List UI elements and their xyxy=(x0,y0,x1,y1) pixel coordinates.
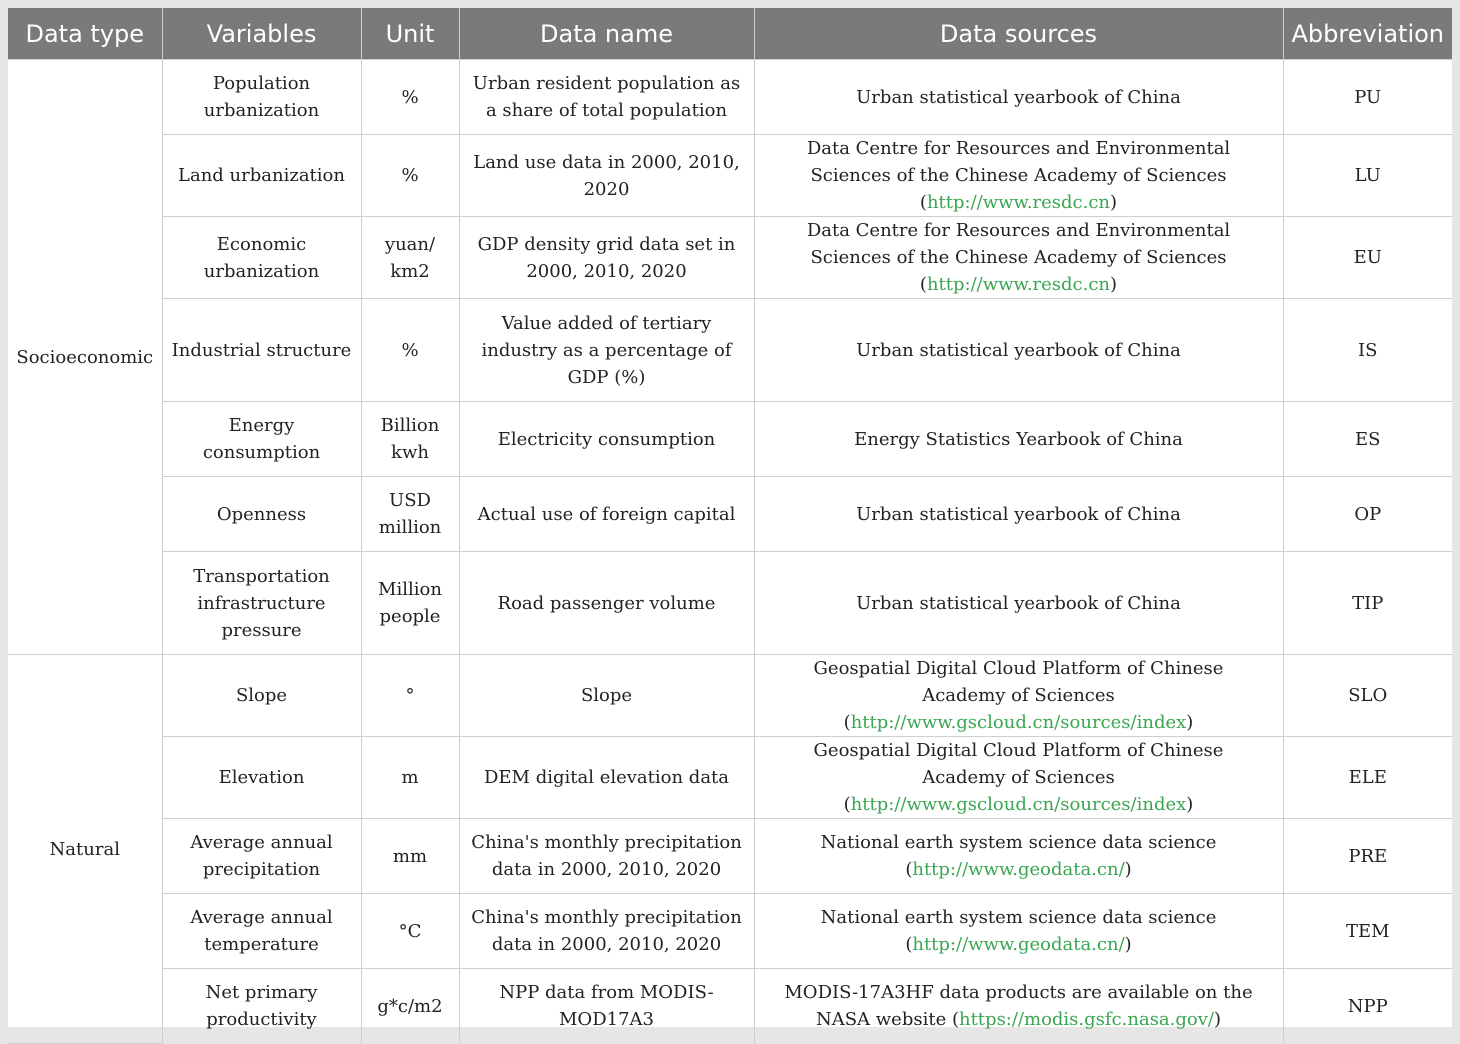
cell-data-name: Actual use of foreign capital xyxy=(459,477,754,552)
cell-abbreviation: OP xyxy=(1283,477,1452,552)
cell-variable: Net primary productivity xyxy=(162,969,361,1044)
table-row xyxy=(8,552,1452,655)
cell-unit: m xyxy=(361,737,459,819)
cell-data-name: Electricity consumption xyxy=(459,402,754,477)
cell-data-name: Road passenger volume xyxy=(459,552,754,655)
cell-source xyxy=(754,969,1283,1044)
cell-unit: ° xyxy=(361,655,459,737)
cell-abbreviation: PU xyxy=(1283,60,1452,135)
cell-abbreviation: ELE xyxy=(1283,737,1452,819)
source-text: Data Centre for Resources and Environmental Sciences of the Chinese Academy of Sciences ( xyxy=(806,138,1231,213)
source-link[interactable]: http://www.resdc.cn xyxy=(926,274,1111,295)
cell-source xyxy=(754,819,1283,894)
header-data-sources: Data sources xyxy=(754,8,1283,60)
source-text: National earth system science data science ( xyxy=(820,907,1217,955)
cell-abbreviation: NPP xyxy=(1283,969,1452,1044)
source-link[interactable]: http://www.gscloud.cn/sources/index xyxy=(850,712,1187,733)
source-text: Geospatial Digital Cloud Platform of Chinese Academy of Sciences ( xyxy=(813,658,1224,733)
cell-abbreviation: TEM xyxy=(1283,894,1452,969)
cell-variable: Land urbanization xyxy=(162,135,361,217)
source-link[interactable]: http://www.resdc.cn xyxy=(926,192,1111,213)
header-unit: Unit xyxy=(361,8,459,60)
header-row xyxy=(8,8,1452,60)
cell-source xyxy=(754,402,1283,477)
source-text-end: ) xyxy=(1110,274,1118,295)
table-row xyxy=(8,402,1452,477)
source-text: Urban statistical yearbook of China xyxy=(856,86,1181,108)
cell-source xyxy=(754,655,1283,737)
cell-data-name: NPP data from MODIS-MOD17A3 xyxy=(459,969,754,1044)
cell-source xyxy=(754,477,1283,552)
cell-abbreviation: SLO xyxy=(1283,655,1452,737)
source-text: National earth system science data science ( xyxy=(820,832,1217,880)
data-table-frame xyxy=(8,8,1452,1031)
table-row xyxy=(8,299,1452,402)
source-text: Energy Statistics Yearbook of China xyxy=(854,428,1183,450)
header-abbreviation: Abbreviation xyxy=(1283,8,1452,60)
source-link[interactable]: http://www.gscloud.cn/sources/index xyxy=(850,794,1187,815)
cell-variable: Economic urbanization xyxy=(162,217,361,299)
cell-abbreviation: LU xyxy=(1283,135,1452,217)
source-link[interactable]: https://modis.gsfc.nasa.gov/ xyxy=(958,1009,1214,1031)
cell-data-name: China's monthly precipitation data in 2000, 2010, 2020 xyxy=(459,819,754,894)
cell-abbreviation: ES xyxy=(1283,402,1452,477)
header-data-name: Data name xyxy=(459,8,754,60)
source-text-end: ) xyxy=(1186,712,1194,733)
group-natural: Natural xyxy=(8,655,162,1044)
cell-abbreviation: IS xyxy=(1283,299,1452,402)
source-text-end: ) xyxy=(1186,794,1194,815)
data-sources-table xyxy=(8,8,1452,1044)
source-text: Data Centre for Resources and Environmental Sciences of the Chinese Academy of Sciences ( xyxy=(806,220,1231,295)
cell-unit: Billion kwh xyxy=(361,402,459,477)
cell-variable: Elevation xyxy=(162,737,361,819)
cell-data-name: DEM digital elevation data xyxy=(459,737,754,819)
cell-unit: % xyxy=(361,60,459,135)
header-variables: Variables xyxy=(162,8,361,60)
cell-variable: Slope xyxy=(162,655,361,737)
source-text: Urban statistical yearbook of China xyxy=(856,503,1181,525)
table-row xyxy=(8,737,1452,819)
cell-source xyxy=(754,737,1283,819)
table-row xyxy=(8,819,1452,894)
cell-variable: Openness xyxy=(162,477,361,552)
cell-unit: Million people xyxy=(361,552,459,655)
cell-data-name: Slope xyxy=(459,655,754,737)
cell-data-name: GDP density grid data set in 2000, 2010, 2020 xyxy=(459,217,754,299)
cell-data-name: Land use data in 2000, 2010, 2020 xyxy=(459,135,754,217)
table-row xyxy=(8,969,1452,1044)
cell-variable: Average annual temperature xyxy=(162,894,361,969)
source-text: MODIS-17A3HF data products are available on the NASA website ( xyxy=(784,982,1253,1031)
source-link[interactable]: http://www.geodata.cn/ xyxy=(912,859,1125,880)
cell-variable: Energy consumption xyxy=(162,402,361,477)
cell-unit: g*c/m2 xyxy=(361,969,459,1044)
source-text: Urban statistical yearbook of China xyxy=(856,592,1181,614)
cell-abbreviation: EU xyxy=(1283,217,1452,299)
cell-source xyxy=(754,60,1283,135)
source-link[interactable]: http://www.geodata.cn/ xyxy=(912,934,1125,955)
cell-unit: % xyxy=(361,135,459,217)
table-row xyxy=(8,477,1452,552)
source-text: Geospatial Digital Cloud Platform of Chinese Academy of Sciences ( xyxy=(813,740,1224,815)
cell-unit: °C xyxy=(361,894,459,969)
cell-abbreviation: TIP xyxy=(1283,552,1452,655)
cell-unit: USD million xyxy=(361,477,459,552)
cell-source xyxy=(754,552,1283,655)
cell-data-name: Urban resident population as a share of total population xyxy=(459,60,754,135)
cell-source xyxy=(754,299,1283,402)
cell-abbreviation: PRE xyxy=(1283,819,1452,894)
group-socioeconomic: Socioeconomic xyxy=(8,60,162,655)
cell-unit: mm xyxy=(361,819,459,894)
cell-variable: Average annual precipitation xyxy=(162,819,361,894)
cell-source xyxy=(754,217,1283,299)
table-row xyxy=(8,135,1452,217)
cell-data-name: Value added of tertiary industry as a percentage of GDP (%) xyxy=(459,299,754,402)
cell-variable: Population urbanization xyxy=(162,60,361,135)
source-text-end: ) xyxy=(1124,859,1132,880)
source-text: Urban statistical yearbook of China xyxy=(856,339,1181,361)
header-data-type: Data type xyxy=(8,8,162,60)
source-text-end: ) xyxy=(1213,1009,1222,1031)
cell-source xyxy=(754,894,1283,969)
table-row xyxy=(8,894,1452,969)
table-row xyxy=(8,60,1452,135)
cell-variable: Transportation infrastructure pressure xyxy=(162,552,361,655)
cell-data-name: China's monthly precipitation data in 2000, 2010, 2020 xyxy=(459,894,754,969)
source-text-end: ) xyxy=(1124,934,1132,955)
source-text-end: ) xyxy=(1110,192,1118,213)
cell-unit: yuan/ km2 xyxy=(361,217,459,299)
cell-variable: Industrial structure xyxy=(162,299,361,402)
table-row xyxy=(8,217,1452,299)
cell-source xyxy=(754,135,1283,217)
cell-unit: % xyxy=(361,299,459,402)
table-row xyxy=(8,655,1452,737)
